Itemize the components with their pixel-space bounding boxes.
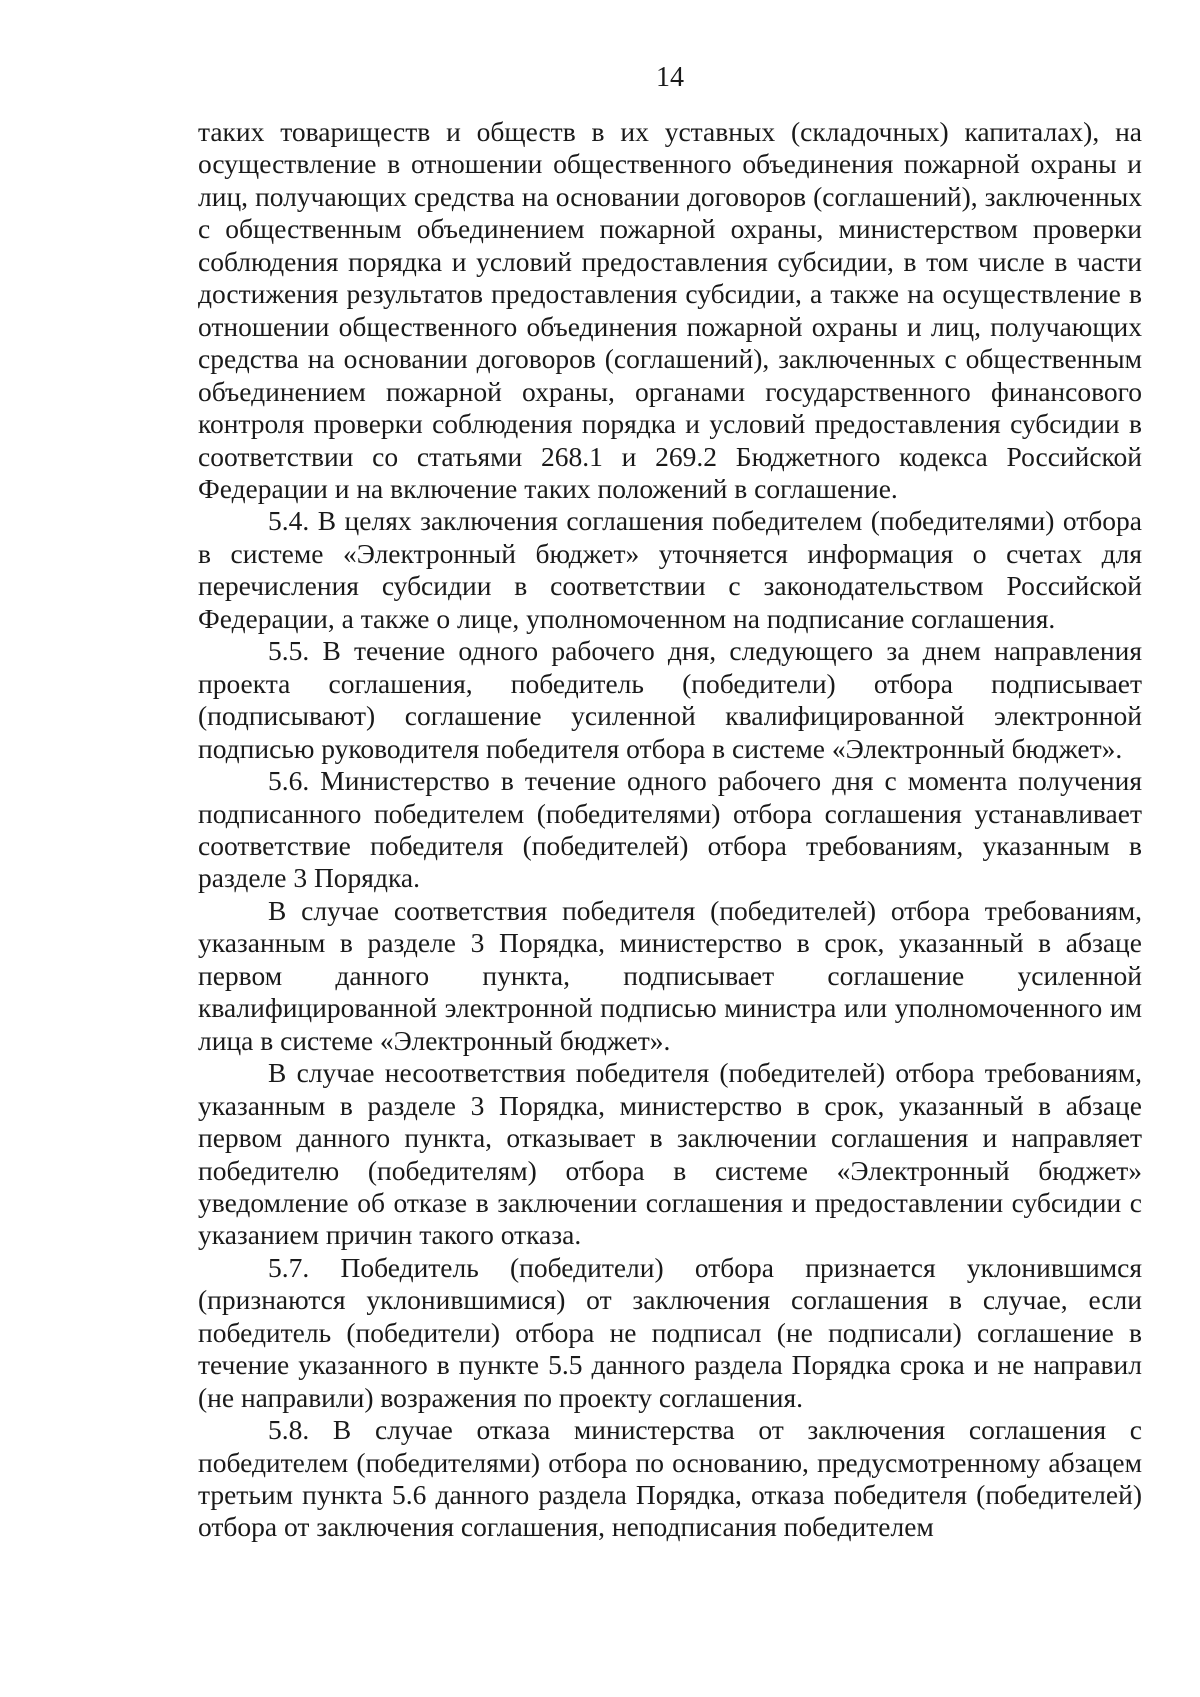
paragraph-5-8: 5.8. В случае отказа министерства от заключения соглашения с победителем (победителями) отбора по основанию, предусмотренному абзацем третьим пункта 5.6 данного раздела Порядка, отказа победителя (победителей) отбора от заключения соглашения, неподписания победителем [198,1414,1142,1543]
page-number: 14 [656,62,684,93]
document-body [198,116,1142,1544]
paragraph-5-5: 5.5. В течение одного рабочего дня, следующего за днем направления проекта соглашения, победитель (победители) отбора подписывает (подписывают) соглашение усиленной квалифицированной электронной подписью руководителя победителя отбора в системе «Электронный бюджет». [198,635,1142,764]
paragraph-5-6-compliance: В случае соответствия победителя (победителей) отбора требованиям, указанным в разделе 3 Порядка, министерство в срок, указанный в абзаце первом данного пункта, подписывает соглашение усиленной квалифицированной электронной подписью министра или уполномоченного им лица в системе «Электронный бюджет». [198,894,1142,1056]
paragraph-5-7: 5.7. Победитель (победители) отбора признается уклонившимся (признаются уклонившимися) от заключения соглашения в случае, если победитель (победители) отбора не подписал (не подписали) соглашение в течение указанного в пункте 5.5 данного раздела Порядка срока и не направил (не направили) возражения по проекту соглашения. [198,1251,1142,1413]
paragraph-5-4: 5.4. В целях заключения соглашения победителем (победителями) отбора в системе «Электронный бюджет» уточняется информация о счетах для перечисления субсидии в соответствии с законодательством Российской Федерации, а также о лице, уполномоченном на подписание соглашения. [198,505,1142,634]
paragraph-continuation: таких товариществ и обществ в их уставных (складочных) капиталах), на осуществление в отношении общественного объединения пожарной охраны и лиц, получающих средства на основании договоров (соглашений), заключенных с общественным объединением пожарной охраны, министерством проверки соблюдения порядка и условий предоставления субсидии, в том числе в части достижения результатов предоставления субсидии, а также на осуществление в отношении общественного объединения пожарной охраны и лиц, получающих средства на основании договоров (соглашений), заключенных с общественным объединением пожарной охраны, органами государственного финансового контроля проверки соблюдения порядка и условий предоставления субсидии в соответствии со статьями 268.1 и 269.2 Бюджетного кодекса Российской Федерации и на включение таких положений в соглашение. [198,116,1142,504]
paragraph-5-6: 5.6. Министерство в течение одного рабочего дня с момента получения подписанного победителем (победителями) отбора соглашения устанавливает соответствие победителя (победителей) отбора требованиям, указанным в разделе 3 Порядка. [198,765,1142,894]
paragraph-5-6-noncompliance: В случае несоответствия победителя (победителей) отбора требованиям, указанным в разделе 3 Порядка, министерство в срок, указанный в абзаце первом данного пункта, отказывает в заключении соглашения и направляет победителю (победителям) отбора в системе «Электронный бюджет» уведомление об отказе в заключении соглашения и предоставлении субсидии с указанием причин такого отказа. [198,1057,1142,1251]
